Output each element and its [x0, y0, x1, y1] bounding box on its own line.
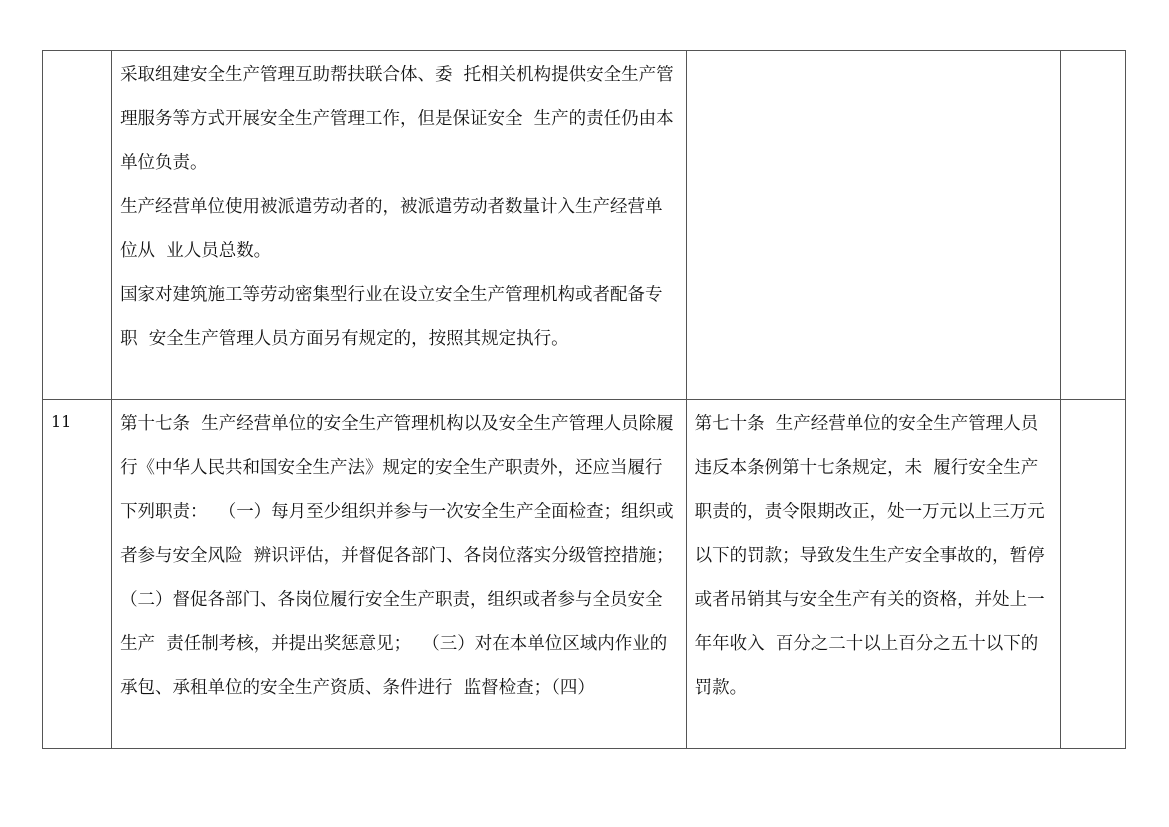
regulation-table: [42, 50, 1126, 749]
penalty-paragraph: 第七十条 生产经营单位的安全生产管理人员违反本条例第十七条规定，未 履行安全生产职责的，责令限期改正，处一万元以上三万元以下的罚款；导致发生生产安全事故的，暂停或者吊销其与安全生产有关的资格，并处上一年年收入 百分之二十以上百分之五十以下的罚款。: [694, 414, 1045, 698]
penalty-cell: [686, 400, 1060, 749]
penalty-cell: [686, 51, 1060, 400]
clause-cell: [112, 51, 687, 400]
extra-cell: [1060, 51, 1125, 400]
clause-cell: [112, 400, 687, 749]
clause-paragraph: 国家对建筑施工等劳动密集型行业在设立安全生产管理机构或者配备专职 安全生产管理人员方面另有规定的，按照其规定执行。: [120, 285, 663, 349]
clause-paragraph: 采取组建安全生产管理互助帮扶联合体、委 托相关机构提供安全生产管理服务等方式开展安全生产管理工作，但是保证安全 生产的责任仍由本单位负责。: [120, 65, 674, 173]
row-number-cell: 11: [43, 400, 112, 749]
clause-paragraph: 生产经营单位使用被派遣劳动者的，被派遣劳动者数量计入生产经营单位从 业人员总数。: [120, 197, 663, 261]
row-number-cell: [43, 51, 112, 400]
table-row: [43, 400, 1126, 749]
clause-paragraph: 第十七条 生产经营单位的安全生产管理机构以及安全生产管理人员除履 行《中华人民共和国安全生产法》规定的安全生产职责外，还应当履行下列职责： （一）每月至少组织并参与一次安全生产全面检查；组织或者参与安全风险 辨识评估，并督促各部门、各岗位落实分级管控措施； （二）督促各部门、各岗位履行安全生产职责，组织或者参与全员安全生产 责任制考核，并提出奖惩意见； （三）对在本单位区域内作业的承包、承租单位的安全生产资质、条件进行 监督检查；（四）: [120, 414, 685, 698]
extra-cell: [1060, 400, 1125, 749]
table-row: [43, 51, 1126, 400]
